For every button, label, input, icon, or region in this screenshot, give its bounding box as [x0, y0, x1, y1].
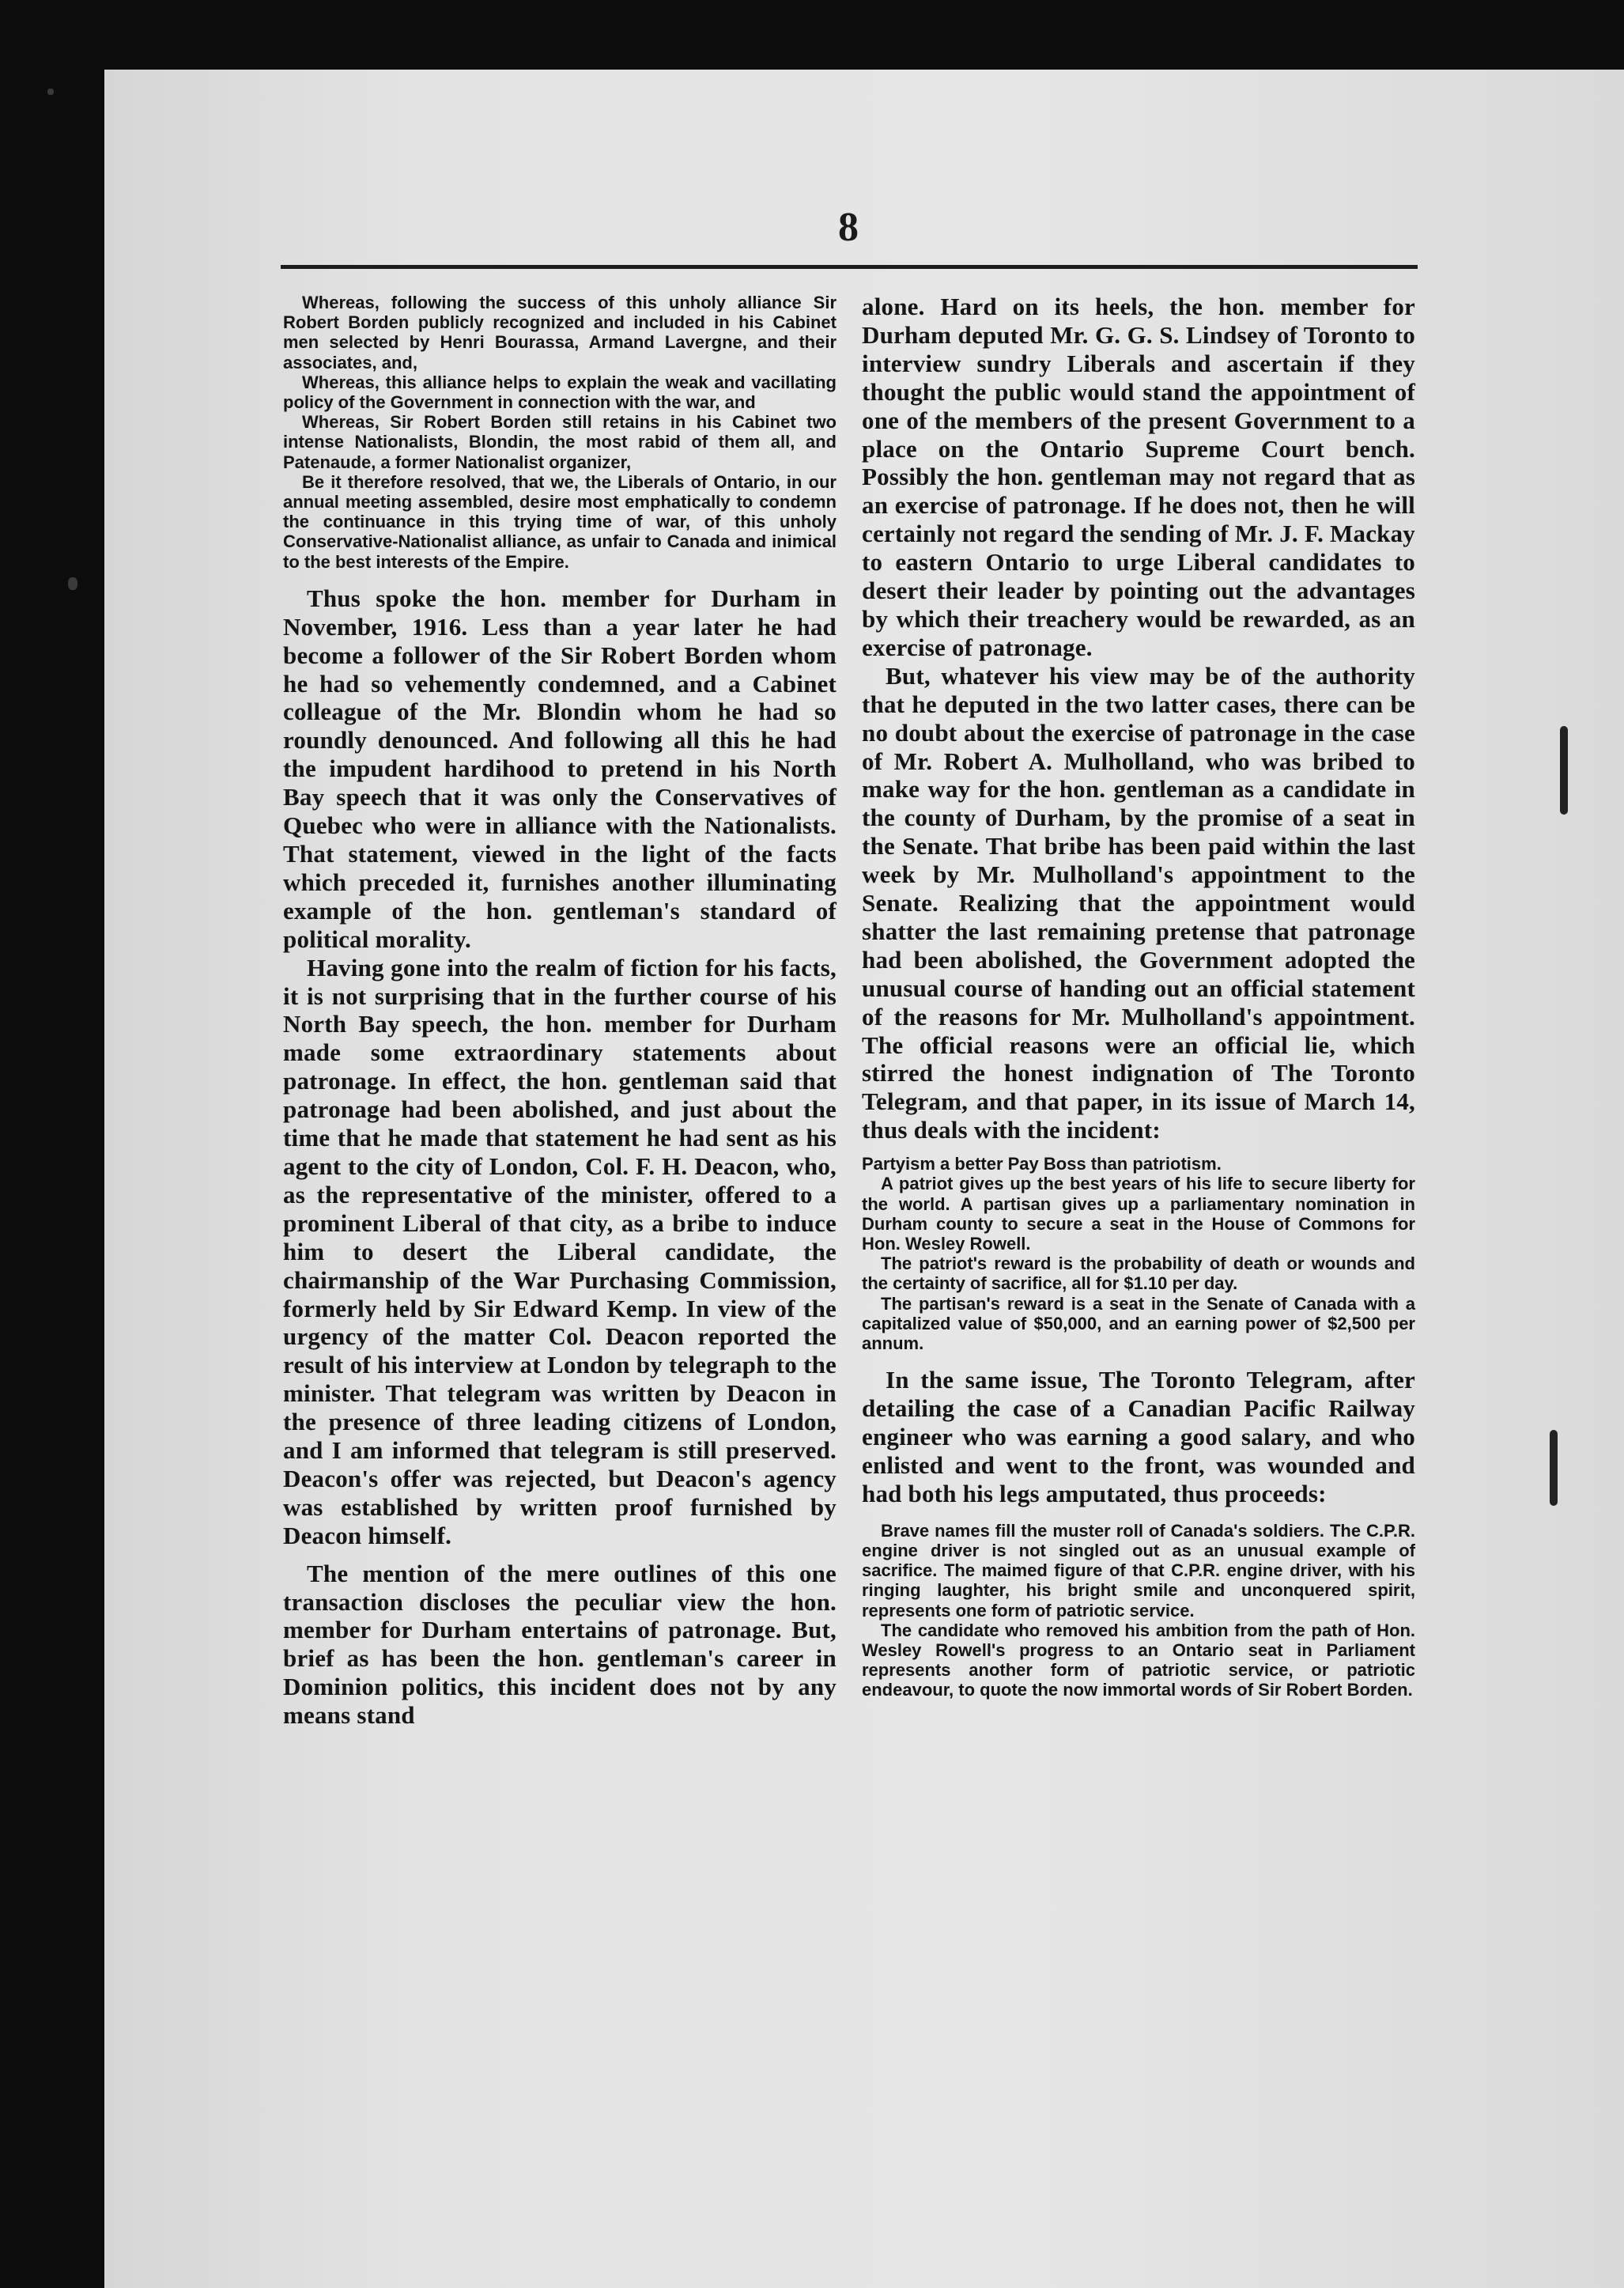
body-paragraph: Thus spoke the hon. member for Durham in November, 1916. Less than a year later he had become a follower of the Sir Robert Borden whom he had so vehemently condemned, and a Cabinet colleague of the Mr. Blondin whom he had so roundly denounced. And following all this he had the impudent hardihood to pretend in his North Bay speech that it was only the Conservatives of Quebec who were in alliance with the Nationalists. That statement, viewed in the light of the facts which preceded it, furnishes another illuminating example of the hon. gentleman's standard of political morality.	[283, 584, 837, 953]
quote-line: The candidate who removed his ambition from the path of Hon. Wesley Rowell's progress to an Ontario seat in Parliament represents another form of patriotic service, or patriotic endeavour, to quote the now immortal words of Sir Robert Borden.	[862, 1620, 1415, 1700]
telegram-quote	[862, 1154, 1415, 1353]
quote-line: Partyism a better Pay Boss than patriotism.	[862, 1154, 1222, 1174]
body-paragraph: The mention of the mere outlines of this one transaction discloses the peculiar view the hon. member for Durham entertains of patronage. But, brief as has been the hon. gentleman's career in Dominion politics, this incident does not by any means stand	[283, 1559, 837, 1730]
binding-mark	[1560, 726, 1568, 815]
body-paragraph: alone. Hard on its heels, the hon. member for Durham deputed Mr. G. G. S. Lindsey of Toronto to interview sundry Liberals and ascertain if they thought the public would stand the appointment of one of the members of the present Government to a place on the Ontario Supreme Court bench. Possibly the hon. gentleman may not regard that as an exercise of patronage. If he does not, then he will certainly not regard the sending of Mr. J. F. Mackay to eastern Ontario to urge Liberal candidates to desert their leader by pointing out the advantages by which their treachery would be rewarded, as an exercise of patronage.	[862, 293, 1415, 661]
body-paragraph: In the same issue, The Toronto Telegram, after detailing the case of a Canadian Pacific Railway engineer who was earning a good salary, and who enlisted and went to the front, was wounded and had both his legs amputated, thus proceeds:	[862, 1366, 1415, 1507]
resolution-clause: Whereas, following the success of this unholy alliance Sir Robert Borden publicly recognized and included in his Cabinet men selected by Henri Bourassa, Armand Lavergne, and their associates, and,	[283, 293, 837, 373]
header-rule	[281, 265, 1418, 269]
quote-line: The partisan's reward is a seat in the Senate of Canada with a capitalized value of $50,000, and an earning power of $2,500 per annum.	[862, 1293, 1415, 1354]
body-paragraph: Having gone into the realm of fiction for his facts, it is not surprising that in the further course of his North Bay speech, the hon. member for Durham made some extraordinary statements about patronage. In effect, the hon. gentleman said that patronage had been abolished, and just about the time that he made that statement he had sent as his agent to the city of London, Col. F. H. Deacon, who, as the representative of the minister, offered to a prominent Liberal of that city, as a bribe to induce him to desert the Liberal candidate, the chairmanship of the War Purchasing Commission, formerly held by Sir Edward Kemp. In view of the urgency of the matter Col. Deacon reported the result of his interview at London by telegraph to the minister. That telegram was written by Deacon in the presence of three leading citizens of London, and I am informed that telegram is still preserved. Deacon's offer was rejected, but Deacon's agency was established by written proof furnished by Deacon himself.	[283, 953, 837, 1549]
left-column	[283, 293, 837, 1730]
resolution-quote	[283, 293, 837, 572]
binding-mark	[1550, 1430, 1558, 1506]
resolution-clause: Be it therefore resolved, that we, the Liberals of Ontario, in our annual meeting assembled, desire most emphatically to condemn the continuance in this trying time of war, of this unholy Conservative-Nationalist alliance, as unfair to Canada and inimical to the best interests of the Empire.	[283, 471, 837, 572]
quote-line: Brave names fill the muster roll of Canada's soldiers. The C.P.R. engine driver is not singled out as an unusual example of sacrifice. The maimed figure of that C.P.R. engine driver, with his ringing laughter, his bright smile and unconquered spirit, represents one form of patriotic service.	[862, 1520, 1415, 1621]
page-number: 8	[838, 205, 859, 250]
quote-line: The patriot's reward is the probability of death or wounds and the certainty of sacrifice, all for $1.10 per day.	[862, 1254, 1415, 1294]
right-column	[862, 293, 1415, 1700]
telegram-quote-2	[862, 1521, 1415, 1700]
resolution-clause: Whereas, Sir Robert Borden still retains in his Cabinet two intense Nationalists, Blondin, the most rabid of them all, and Patenaude, a former Nationalist organizer,	[283, 412, 837, 472]
body-paragraph: But, whatever his view may be of the authority that he deputed in the two latter cases, there can be no doubt about the exercise of patronage in the case of Mr. Robert A. Mulholland, who was bribed to make way for the hon. gentleman as a candidate in the county of Durham, by the promise of a seat in the Senate. That bribe has been paid within the last week by Mr. Mulholland's appointment to the Senate. Realizing that the appointment would shatter the last remaining pretense that patronage had been abolished, the Government adopted the unusual course of handing out an official statement of the reasons for Mr. Mulholland's appointment. The official reasons were an official lie, which stirred the honest indignation of The Toronto Telegram, and that paper, in its issue of March 14, thus deals with the incident:	[862, 661, 1415, 1144]
quote-line: A patriot gives up the best years of his life to secure liberty for the world. A partisan gives up a parliamentary nomination in Durham county to secure a seat in the House of Commons for Hon. Wesley Rowell.	[862, 1174, 1415, 1254]
scan-speck	[47, 89, 54, 95]
resolution-clause: Whereas, this alliance helps to explain the weak and vacillating policy of the Government in connection with the war, and	[283, 372, 837, 413]
scan-speck	[68, 577, 77, 590]
